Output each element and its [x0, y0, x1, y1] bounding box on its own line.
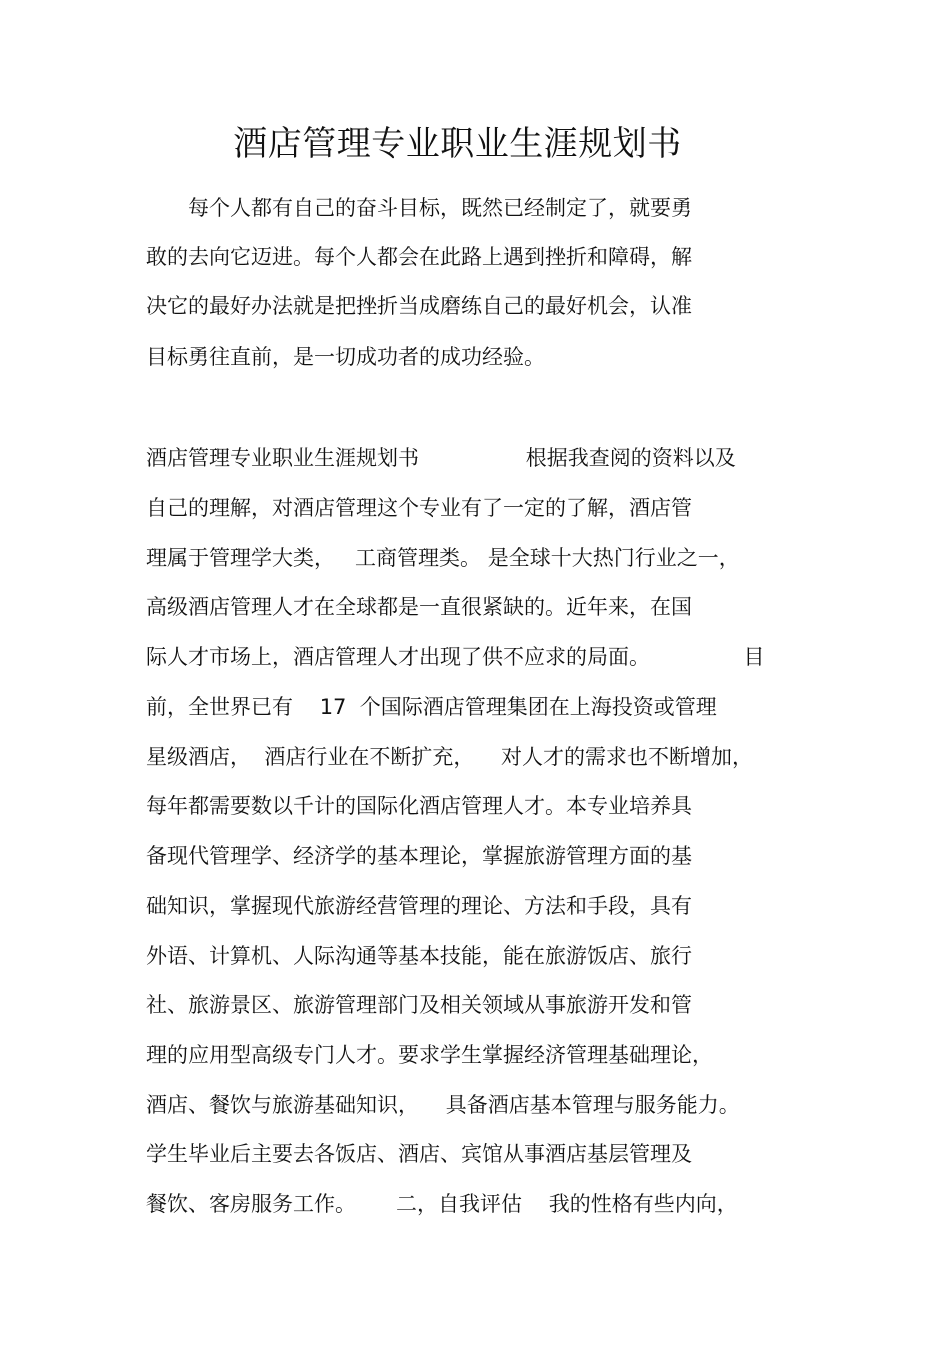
body-line: 星级酒店， 酒店行业在不断扩充， 对人才的需求也不断增加， — [146, 745, 754, 769]
body-line: 酒店、餐饮与旅游基础知识， 具备酒店基本管理与服务能力。 — [146, 1093, 740, 1117]
body-line: 高级酒店管理人才在全球都是一直很紧缺的。近年来，在国 — [146, 595, 692, 619]
body-line: 理的应用型高级专门人才。要求学生掌握经济管理基础理论， — [146, 1043, 713, 1067]
body-line: 前，全世界已有 17 个国际酒店管理集团在上海投资或管理 — [146, 695, 717, 719]
body-line: 社、旅游景区、旅游管理部门及相关领域从事旅游开发和管 — [146, 993, 692, 1017]
body-line: 理属于管理学大类， 工商管理类。 是全球十大热门行业之一， — [146, 546, 740, 570]
intro-line: 每个人都有自己的奋斗目标，既然已经制定了，就要勇 — [146, 196, 692, 220]
body-line: 每年都需要数以千计的国际化酒店管理人才。本专业培养具 — [146, 794, 692, 818]
body-line: 备现代管理学、经济学的基本理论，掌握旅游管理方面的基 — [146, 844, 692, 868]
body-line: 自己的理解，对酒店管理这个专业有了一定的了解，酒店管 — [146, 496, 692, 520]
body-line: 外语、计算机、人际沟通等基本技能，能在旅游饭店、旅行 — [146, 944, 692, 968]
body-line: 酒店管理专业职业生涯规划书 根据我查阅的资料以及 — [146, 446, 736, 470]
intro-line: 决它的最好办法就是把挫折当成磨练自己的最好机会，认准 — [146, 294, 692, 318]
body-line: 餐饮、客房服务工作。 二，自我评估 我的性格有些内向， — [146, 1192, 738, 1216]
intro-line: 目标勇往直前，是一切成功者的成功经验。 — [146, 345, 545, 369]
body-line: 础知识，掌握现代旅游经营管理的理论、方法和手段，具有 — [146, 894, 692, 918]
body-line: 学生毕业后主要去各饭店、酒店、宾馆从事酒店基层管理及 — [146, 1142, 692, 1166]
document-title: 酒店管理专业职业生涯规划书 — [233, 124, 682, 164]
intro-line: 敢的去向它迈进。每个人都会在此路上遇到挫折和障碍，解 — [146, 245, 692, 269]
body-line: 际人才市场上，酒店管理人才出现了供不应求的局面。 目 — [146, 645, 765, 669]
